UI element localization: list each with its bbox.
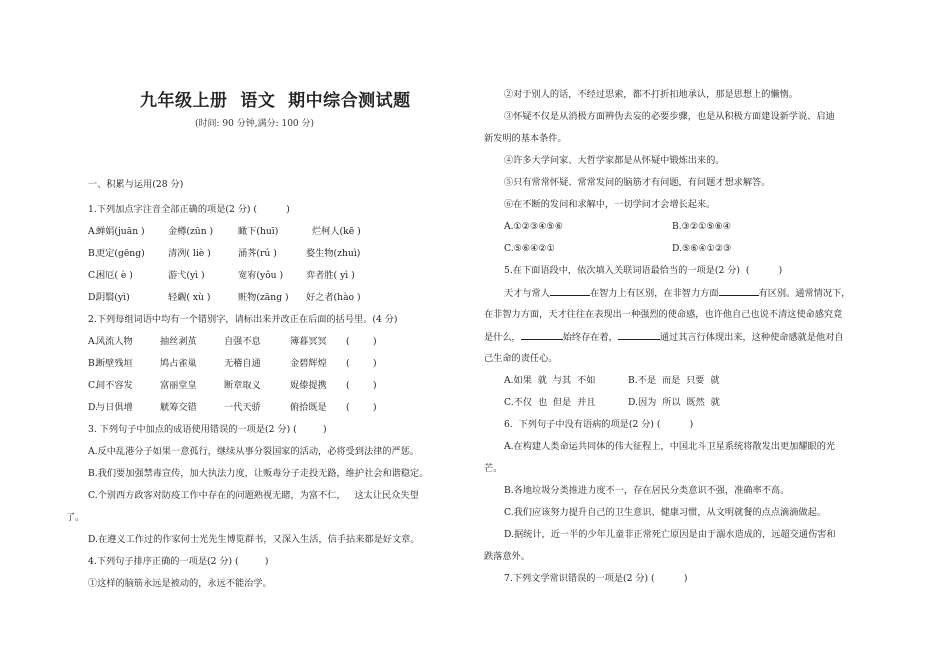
option-item: 金碧辉煌 bbox=[290, 358, 327, 369]
option-item: 宽宥(yǒu ) bbox=[238, 270, 284, 281]
option-item: 阴翳(yì) bbox=[96, 292, 130, 303]
question-4-option-b: B.③②①⑤⑥④ bbox=[672, 221, 732, 232]
option-item: 自强不息 bbox=[224, 336, 261, 347]
question-5-option-d: D.因为 所以 既然 就 bbox=[628, 397, 720, 408]
option-item: 间不容发 bbox=[96, 380, 133, 391]
option-item: 轻觑( xù ) bbox=[168, 292, 211, 303]
option-item: 弈者胜( yì ) bbox=[306, 270, 355, 281]
question-4-option-a: A.①②③④⑤⑥ bbox=[504, 221, 563, 232]
question-6-option-b: B.各地垃圾分类推进力度不一，存在居民分类意识不强，准确率不高。 bbox=[504, 485, 790, 496]
question-3-stem: 3. 下列句子中加点的成语使用错误的一项是(2 分) ( ) bbox=[88, 424, 327, 435]
question-3-option-d: D.在遵义工作过的作家何士光先生博览群书，又深入生活，信手拈来都是好文章。 bbox=[88, 534, 420, 545]
option-item: 俯拾既是 bbox=[290, 402, 327, 413]
option-item: 烂柯人(kē ) bbox=[312, 226, 361, 237]
answer-blank: ( ) bbox=[346, 358, 377, 369]
question-3-option-c-cont: 了。 bbox=[66, 512, 85, 523]
option-item: 簿暮冥冥 bbox=[290, 336, 327, 347]
question-5-option-c: C.不仅 也 但是 并且 bbox=[504, 397, 596, 408]
question-4-sentence-3: ③怀疑不仅是从消极方面辨伪去妄的必要步骤，也是从积极方面建设新学说、启迪 bbox=[504, 111, 835, 122]
section-heading: 一、积累与运用(28 分) bbox=[88, 179, 184, 190]
passage-text: 有区别。通常情况下， bbox=[758, 288, 851, 299]
option-item: 抽丝剥茧 bbox=[160, 336, 197, 347]
question-4-sentence-6: ⑥在不断的发问和求解中，一切学问才会增长起来。 bbox=[504, 199, 716, 210]
fill-blank bbox=[521, 330, 563, 340]
option-item: 娖傣提携 bbox=[290, 380, 327, 391]
question-5-passage-line-2: 在非智力方面，天才往往在表现出一种强烈的使命感，也许他自己也说不清这使命感究竟 bbox=[484, 309, 843, 320]
option-item: 金樽(zūn ) bbox=[168, 226, 214, 237]
passage-text: 天才与常人 bbox=[504, 288, 550, 299]
option-item: 赃物(zāng ) bbox=[238, 292, 289, 303]
passage-text: 是什么， bbox=[484, 332, 521, 343]
question-6-option-a-cont: 芒。 bbox=[484, 463, 503, 474]
question-6-option-c: C.我们应该努力提升自己的卫生意识、健康习惯，从文明就餐的点点滴滴做起。 bbox=[504, 507, 826, 518]
option-label: D. bbox=[88, 292, 98, 303]
question-4-sentence-1: ①这样的脑筋永远是被动的，永远不能治学。 bbox=[88, 578, 272, 589]
question-6-option-d-cont: 跌落意外。 bbox=[484, 551, 530, 562]
option-item: 清冽( liè ) bbox=[168, 248, 211, 259]
passage-text: 通过其言行体现出来，这种使命感就是他对自 bbox=[659, 332, 844, 343]
question-4-stem: 4.下列句子排序正确的一项是(2 分) ( ) bbox=[88, 556, 269, 567]
option-label: D. bbox=[88, 402, 98, 413]
option-item: 困厄( è ) bbox=[96, 270, 133, 281]
option-item: 蝉娟(juān ) bbox=[96, 226, 145, 237]
option-item: 更定(gēng) bbox=[96, 248, 145, 259]
option-item: 好之者(hào ) bbox=[306, 292, 361, 303]
question-5-passage-line-4: 己生命的责任心。 bbox=[484, 353, 558, 364]
fill-blank bbox=[719, 286, 759, 296]
answer-blank: ( ) bbox=[346, 336, 377, 347]
option-item: 富丽堂皇 bbox=[160, 380, 197, 391]
option-label: C. bbox=[88, 270, 98, 281]
question-5-passage-line-1 bbox=[504, 286, 850, 300]
option-item: 婺生物(zhuì) bbox=[306, 248, 361, 259]
question-2-stem: 2.下列每组词语中均有一个错别字，请标出来并改正在后面的括号里。(4 分) bbox=[88, 314, 398, 325]
question-6-option-d: D.据统计，近一半的少年儿童非正常死亡原因是由于溺水造成的，远超交通伤害和 bbox=[504, 529, 836, 540]
option-label: B. bbox=[88, 248, 98, 259]
option-label: A. bbox=[88, 336, 98, 347]
question-4-option-c: C.⑤⑥④②① bbox=[504, 243, 555, 254]
option-item: 断章取义 bbox=[224, 380, 261, 391]
question-3-option-b: B.我们要加强禁毒宣传，加大执法力度，让贩毒分子走投无路，维护社会和谐稳定。 bbox=[88, 468, 429, 479]
option-item: 游弋(yì ) bbox=[168, 270, 205, 281]
question-1-stem: 1.下列加点字注音全部正确的项是(2 分) ( ) bbox=[88, 204, 290, 215]
option-item: 与日俱增 bbox=[96, 402, 133, 413]
question-6-stem: 6. 下列句子中没有语病的项是(2 分) ( ) bbox=[504, 419, 694, 430]
question-6-option-a: A.在构建人类命运共同体的伟大征程上，中国北斗卫星系统将散发出更加耀眼的光 bbox=[504, 441, 836, 452]
question-4-option-d: D.⑤⑥④①②③ bbox=[672, 243, 732, 254]
question-3-option-c: C.个别西方政客对防疫工作中存在的问题熟视无睹，为富不仁， 这太让民众失望 bbox=[88, 490, 419, 501]
option-item: 涌荠(rú ) bbox=[238, 248, 277, 259]
option-item: 一代天骄 bbox=[224, 402, 261, 413]
option-item: 无稽自通 bbox=[224, 358, 261, 369]
question-5-stem: 5.在下面语段中，依次填入关联词语最恰当的一项是(2 分) ( ) bbox=[504, 265, 783, 276]
question-3-option-a: A.反中乱港分子如果一意孤行，继续从事分裂国家的活动，必将受到法律的严惩。 bbox=[88, 446, 420, 457]
question-5-passage-line-3 bbox=[484, 330, 844, 344]
option-label: C. bbox=[88, 380, 98, 391]
question-4-sentence-5: ⑤只有常常怀疑、常常发问的脑筋才有问题，有问题才想求解答。 bbox=[504, 177, 771, 188]
option-item: 风流人物 bbox=[96, 336, 133, 347]
question-7-stem: 7.下列文学常识错误的一项是(2 分) ( ) bbox=[504, 573, 688, 584]
option-item: 觥筹交错 bbox=[160, 402, 197, 413]
option-item: 瞰下(huī) bbox=[238, 226, 279, 237]
answer-blank: ( ) bbox=[346, 380, 377, 391]
fill-blank bbox=[550, 286, 590, 296]
question-4-sentence-3-cont: 新发明的基本条件。 bbox=[484, 133, 567, 144]
option-label: B. bbox=[88, 358, 98, 369]
fill-blank bbox=[618, 330, 660, 340]
question-4-sentence-2: ②对于别人的话，不经过思索，都不打折扣地承认，那是思想上的懒惰。 bbox=[504, 89, 798, 100]
exam-info: (时间: 90 分钟,满分: 100 分) bbox=[195, 119, 315, 129]
question-5-option-b: B.不是 而是 只要 就 bbox=[628, 375, 720, 386]
question-4-sentence-4: ④许多大学问家、大哲学家都是从怀疑中锻炼出来的。 bbox=[504, 155, 725, 166]
option-label: A. bbox=[88, 226, 98, 237]
option-item: 鸠占雀巢 bbox=[160, 358, 197, 369]
question-5-option-a: A.如果 就 与其 不如 bbox=[504, 375, 596, 386]
passage-text: 在智力上有区别，在非智力方面 bbox=[589, 288, 719, 299]
passage-text: 始终存在着， bbox=[562, 332, 618, 343]
page-title: 九年级上册 语文 期中综合测试题 bbox=[140, 91, 411, 111]
option-item: 断壁残垣 bbox=[96, 358, 133, 369]
answer-blank: ( ) bbox=[346, 402, 377, 413]
